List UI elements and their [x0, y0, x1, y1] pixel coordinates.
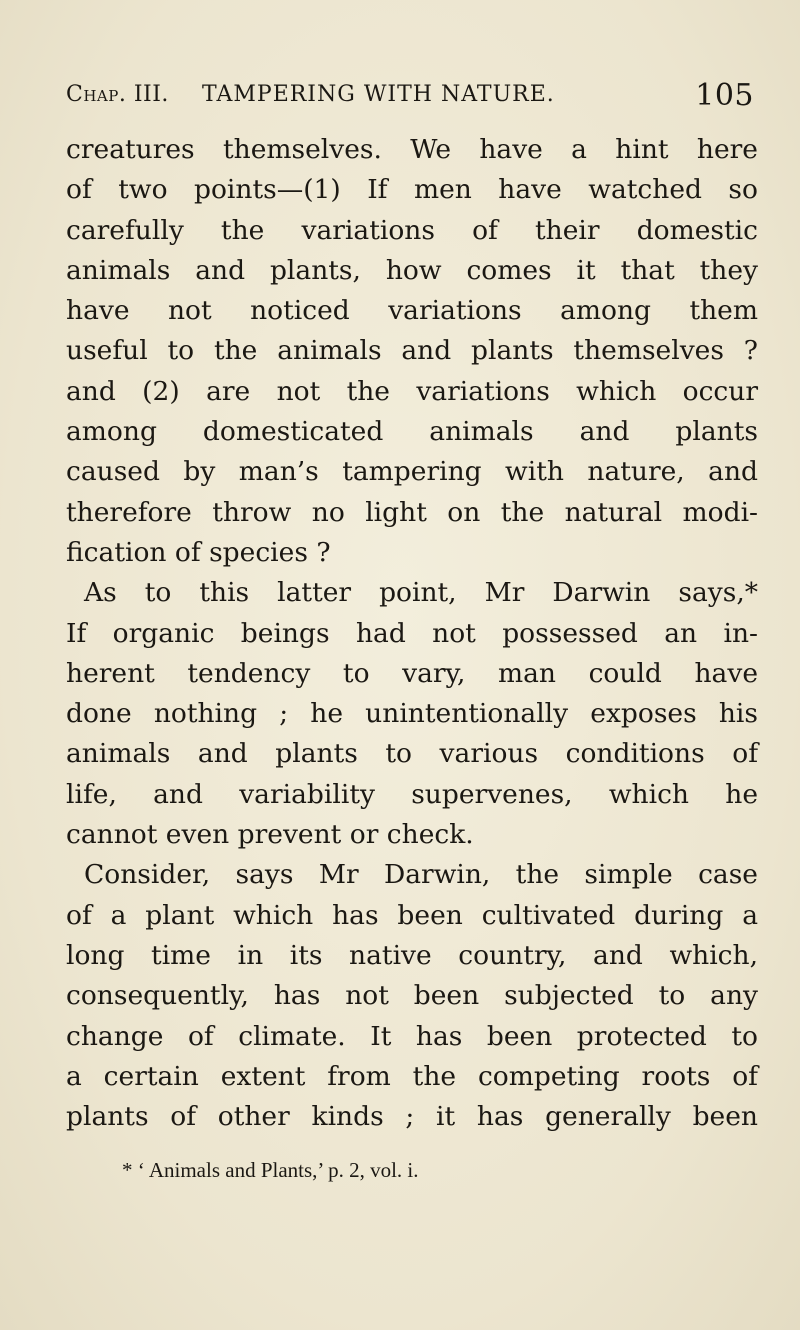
text-line: plants of other kinds ; it has generally been	[66, 1101, 758, 1133]
text-line: animals and plants to various conditions of	[66, 738, 758, 770]
running-title: TAMPERING WITH NATURE.	[202, 82, 555, 107]
text-line: of a plant which has been cultivated during a	[66, 899, 758, 931]
text-line: Consider, says Mr Darwin, the simple case	[84, 859, 758, 891]
text-line: caused by man’s tampering with nature, and	[66, 456, 758, 488]
text-line: therefore throw no light on the natural modi-	[66, 496, 758, 528]
text-line: have not noticed variations among them	[66, 295, 758, 327]
body-text	[66, 130, 758, 1137]
text-line: change of climate. It has been protected to	[66, 1020, 758, 1052]
page-number: 105	[695, 78, 754, 113]
text-line: cannot even prevent or check.	[66, 819, 474, 851]
text-line: animals and plants, how comes it that they	[66, 254, 758, 286]
text-line: a certain extent from the competing roots of	[66, 1060, 758, 1092]
text-line: done nothing ; he unintentionally exposes his	[66, 698, 758, 730]
text-line: long time in its native country, and which,	[66, 939, 758, 971]
footnote: * ‘ Animals and Plants,’ p. 2, vol. i.	[122, 1158, 419, 1182]
text-line: carefully the variations of their domestic	[66, 214, 758, 246]
text-line: As to this latter point, Mr Darwin says,*	[84, 577, 758, 609]
text-line: consequently, has not been subjected to any	[66, 980, 758, 1012]
text-line: and (2) are not the variations which occur	[66, 375, 758, 407]
text-line: fication of species ?	[66, 536, 331, 568]
text-line: herent tendency to vary, man could have	[66, 657, 758, 689]
text-line: among domesticated animals and plants	[66, 416, 758, 448]
text-line: of two points—(1) If men have watched so	[66, 174, 758, 206]
text-line: If organic beings had not possessed an in-	[66, 617, 758, 649]
running-head	[66, 80, 754, 116]
text-line: useful to the animals and plants themselves ?	[66, 335, 758, 367]
chapter-label: Chap. III.	[66, 82, 169, 107]
text-line: life, and variability supervenes, which he	[66, 778, 758, 810]
text-line: creatures themselves. We have a hint here	[66, 134, 758, 165]
